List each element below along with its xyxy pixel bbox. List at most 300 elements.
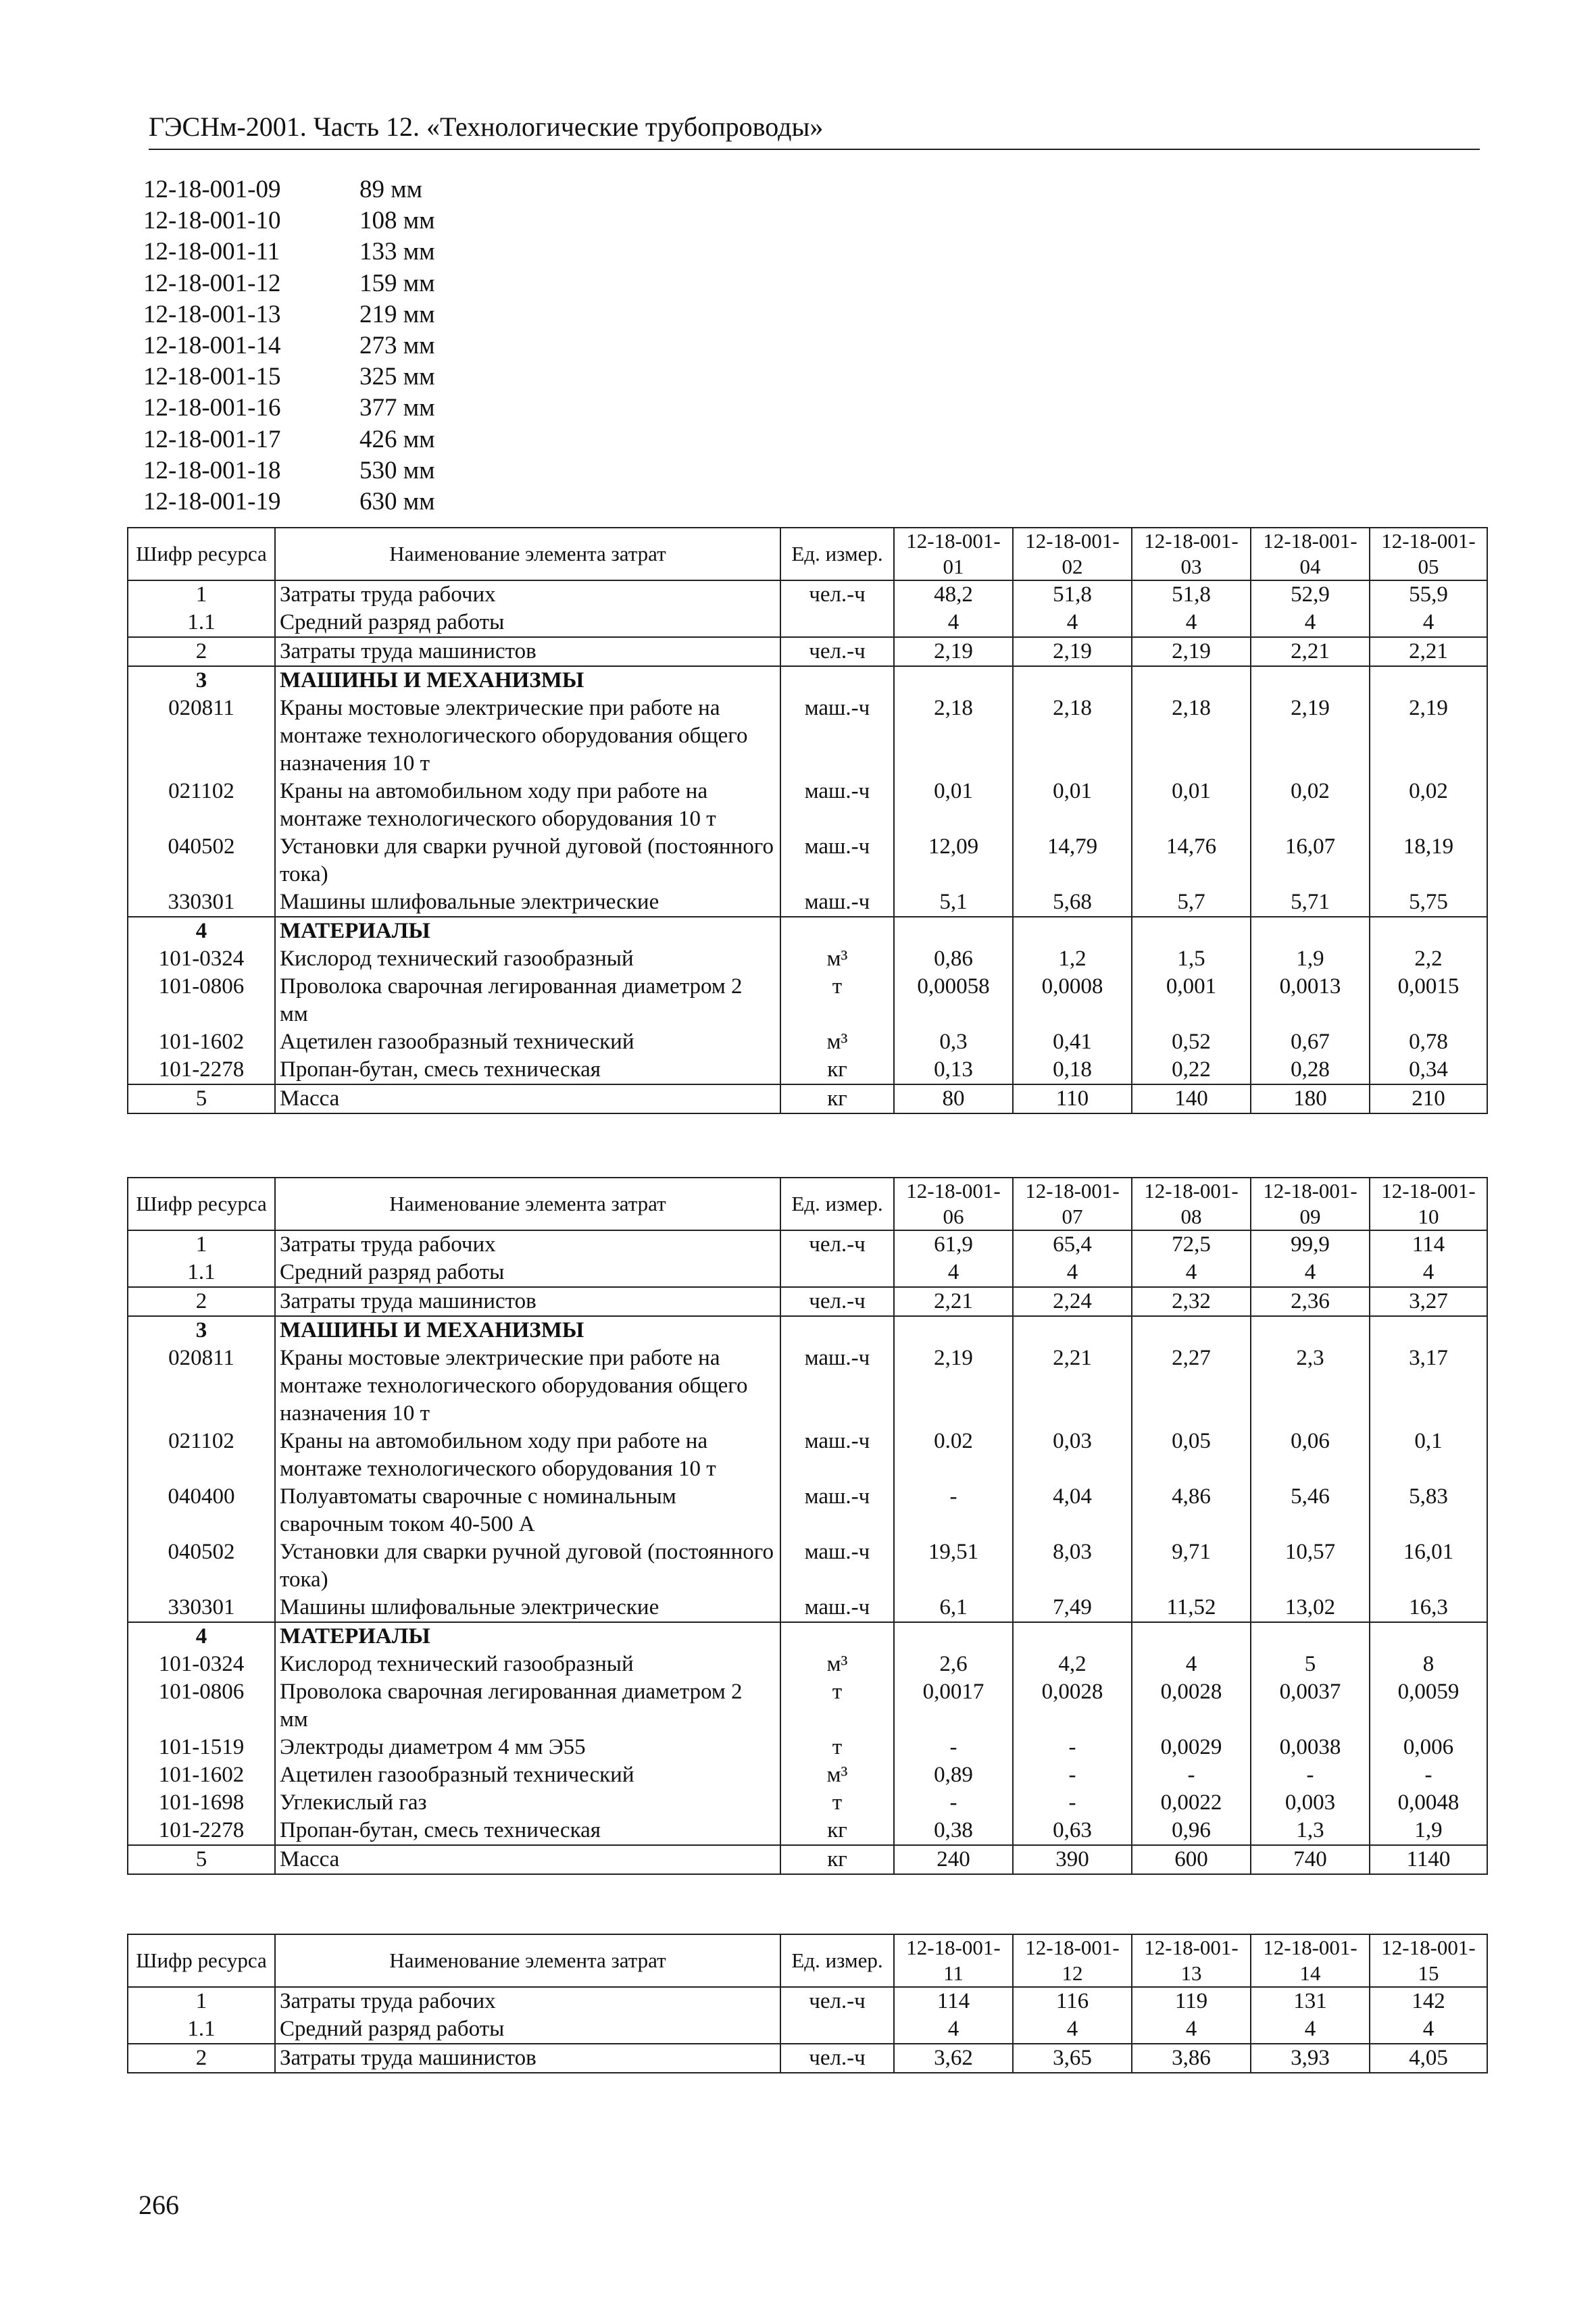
element-name-cell: Краны мостовые электрические при работе на монтаже технологического оборудования общего назначения 10 т <box>275 695 780 778</box>
header-element-name: Наименование элемента затрат <box>275 1178 780 1230</box>
value-cell: 4,86 <box>1132 1483 1251 1538</box>
element-name-cell: Затраты труда машинистов <box>275 637 780 666</box>
value-cell: 10,57 <box>1251 1538 1370 1594</box>
header-norm-code: 12-18-001-10 <box>1370 1178 1487 1230</box>
value-cell: 19,51 <box>894 1538 1013 1594</box>
value-cell: 131 <box>1251 1987 1370 2015</box>
value-cell: 5,7 <box>1132 888 1251 917</box>
element-name-cell: Проволока сварочная легированная диаметром 2 мм <box>275 973 780 1028</box>
element-name-cell: Установки для сварки ручной дуговой (постоянного тока) <box>275 1538 780 1594</box>
value-cell: 3,17 <box>1370 1344 1487 1428</box>
value-cell: 72,5 <box>1132 1230 1251 1259</box>
value-cell: 5,68 <box>1013 888 1132 917</box>
unit-cell: маш.-ч <box>780 833 894 888</box>
value-cell: 2,18 <box>894 695 1013 778</box>
table-row <box>128 1817 1487 1845</box>
unit-cell: маш.-ч <box>780 1483 894 1538</box>
resource-code: 12-18-001-12 <box>143 269 281 297</box>
value-cell: 0,0037 <box>1251 1678 1370 1734</box>
value-cell: 0,02 <box>1370 778 1487 833</box>
header-norm-code: 12-18-001-07 <box>1013 1178 1132 1230</box>
code-size-row <box>143 455 435 486</box>
unit-cell <box>780 609 894 637</box>
table-row <box>128 1594 1487 1622</box>
header-norm-code: 12-18-001-12 <box>1013 1934 1132 1987</box>
value-cell: - <box>1013 1734 1132 1761</box>
table-header-row <box>128 528 1487 580</box>
header-norm-code: 12-18-001-06 <box>894 1178 1013 1230</box>
value-cell: 4,05 <box>1370 2044 1487 2073</box>
value-cell: - <box>1251 1761 1370 1789</box>
table-row <box>128 1651 1487 1678</box>
value-cell: 210 <box>1370 1084 1487 1113</box>
resource-code-cell: 101-1698 <box>128 1789 275 1817</box>
value-cell <box>894 1622 1013 1651</box>
value-cell: 14,76 <box>1132 833 1251 888</box>
table-header-row <box>128 1178 1487 1230</box>
table-row <box>128 1028 1487 1056</box>
value-cell: 0,01 <box>894 778 1013 833</box>
resource-code-cell: 2 <box>128 1287 275 1316</box>
header-element-name: Наименование элемента затрат <box>275 528 780 580</box>
unit-cell <box>780 2015 894 2044</box>
element-name-cell: Пропан-бутан, смесь техническая <box>275 1056 780 1084</box>
table-row <box>128 888 1487 917</box>
resource-code-cell: 020811 <box>128 1344 275 1428</box>
header-norm-code: 12-18-001-15 <box>1370 1934 1487 1987</box>
code-size-row <box>143 424 435 455</box>
value-cell: 180 <box>1251 1084 1370 1113</box>
pipe-size: 530 мм <box>359 456 435 484</box>
element-name-cell: Средний разряд работы <box>275 1259 780 1287</box>
value-cell: 0,0015 <box>1370 973 1487 1028</box>
code-size-row <box>143 205 435 236</box>
unit-cell: маш.-ч <box>780 888 894 917</box>
value-cell: 3,86 <box>1132 2044 1251 2073</box>
element-name-cell: Краны мостовые электрические при работе на монтаже технологического оборудования общего назначения 10 т <box>275 1344 780 1428</box>
unit-cell: маш.-ч <box>780 695 894 778</box>
table-row <box>128 917 1487 945</box>
value-cell: 0,38 <box>894 1817 1013 1845</box>
resource-code-cell: 330301 <box>128 888 275 917</box>
value-cell: 4,2 <box>1013 1651 1132 1678</box>
header-unit: Ед. измер. <box>780 1178 894 1230</box>
value-cell: 0,01 <box>1013 778 1132 833</box>
element-name-cell: Затраты труда рабочих <box>275 1987 780 2015</box>
element-name-cell: Пропан-бутан, смесь техническая <box>275 1817 780 1845</box>
element-name-cell: Масса <box>275 1845 780 1874</box>
resource-code-cell: 101-0806 <box>128 973 275 1028</box>
table-row <box>128 666 1487 695</box>
header-norm-code: 12-18-001-01 <box>894 528 1013 580</box>
unit-cell: чел.-ч <box>780 637 894 666</box>
value-cell: 0,0038 <box>1251 1734 1370 1761</box>
resource-code-cell: 101-0806 <box>128 1678 275 1734</box>
element-name-cell: Затраты труда машинистов <box>275 1287 780 1316</box>
code-size-row <box>143 236 435 268</box>
header-norm-code: 12-18-001-02 <box>1013 528 1132 580</box>
resource-code-cell: 101-0324 <box>128 1651 275 1678</box>
unit-cell: м³ <box>780 945 894 973</box>
value-cell <box>1370 917 1487 945</box>
value-cell: - <box>894 1483 1013 1538</box>
value-cell: 16,07 <box>1251 833 1370 888</box>
resource-code-cell: 330301 <box>128 1594 275 1622</box>
element-name-cell: Машины шлифовальные электрические <box>275 888 780 917</box>
value-cell: - <box>894 1734 1013 1761</box>
pipe-size: 89 мм <box>359 176 423 203</box>
value-cell: 2,19 <box>894 1344 1013 1428</box>
table-row <box>128 2044 1487 2073</box>
unit-cell: м³ <box>780 1651 894 1678</box>
table-row <box>128 833 1487 888</box>
resource-code-cell: 021102 <box>128 778 275 833</box>
value-cell: - <box>894 1789 1013 1817</box>
value-cell: 4 <box>1132 2015 1251 2044</box>
header-norm-code: 12-18-001-09 <box>1251 1178 1370 1230</box>
value-cell: 0,67 <box>1251 1028 1370 1056</box>
resource-code-cell: 020811 <box>128 695 275 778</box>
value-cell: 2,19 <box>894 637 1013 666</box>
element-name-cell: МАШИНЫ И МЕХАНИЗМЫ <box>275 666 780 695</box>
element-name-cell: МАШИНЫ И МЕХАНИЗМЫ <box>275 1316 780 1344</box>
value-cell: 0,00058 <box>894 973 1013 1028</box>
element-name-cell: Установки для сварки ручной дуговой (постоянного тока) <box>275 833 780 888</box>
table-row <box>128 945 1487 973</box>
value-cell: 4 <box>1132 609 1251 637</box>
value-cell: 0,006 <box>1370 1734 1487 1761</box>
resource-code-cell: 1 <box>128 1987 275 2015</box>
value-cell: 0,001 <box>1132 973 1251 1028</box>
value-cell: 61,9 <box>894 1230 1013 1259</box>
value-cell: 1,9 <box>1251 945 1370 973</box>
pipe-size: 325 мм <box>359 363 435 391</box>
code-size-row <box>143 330 435 361</box>
value-cell: 16,01 <box>1370 1538 1487 1594</box>
resource-code: 12-18-001-16 <box>143 394 281 422</box>
value-cell: 52,9 <box>1251 580 1370 609</box>
value-cell: 2,2 <box>1370 945 1487 973</box>
value-cell: 4 <box>894 1259 1013 1287</box>
unit-cell: чел.-ч <box>780 1987 894 2015</box>
element-name-cell: Машины шлифовальные электрические <box>275 1594 780 1622</box>
resource-code-cell: 101-0324 <box>128 945 275 973</box>
value-cell: 13,02 <box>1251 1594 1370 1622</box>
element-name-cell: Краны на автомобильном ходу при работе на монтаже технологического оборудования 10 т <box>275 1428 780 1483</box>
value-cell: 110 <box>1013 1084 1132 1113</box>
value-cell <box>894 1316 1013 1344</box>
resource-code-cell: 5 <box>128 1084 275 1113</box>
value-cell: 0,63 <box>1013 1817 1132 1845</box>
value-cell: 80 <box>894 1084 1013 1113</box>
value-cell: 3,65 <box>1013 2044 1132 2073</box>
value-cell: 5,71 <box>1251 888 1370 917</box>
element-name-cell: Кислород технический газообразный <box>275 945 780 973</box>
value-cell: 114 <box>1370 1230 1487 1259</box>
element-name-cell: Проволока сварочная легированная диаметром 2 мм <box>275 1678 780 1734</box>
resource-code-cell: 1 <box>128 580 275 609</box>
value-cell: 8,03 <box>1013 1538 1132 1594</box>
unit-cell: т <box>780 1678 894 1734</box>
header-element-name: Наименование элемента затрат <box>275 1934 780 1987</box>
header-norm-code: 12-18-001-03 <box>1132 528 1251 580</box>
value-cell: 0,03 <box>1013 1428 1132 1483</box>
value-cell: 0,0029 <box>1132 1734 1251 1761</box>
resource-code: 12-18-001-11 <box>143 238 280 266</box>
unit-cell: м³ <box>780 1028 894 1056</box>
resource-code: 12-18-001-18 <box>143 456 281 484</box>
value-cell: 740 <box>1251 1845 1370 1874</box>
table-row <box>128 778 1487 833</box>
value-cell: 0,0059 <box>1370 1678 1487 1734</box>
element-name-cell: Кислород технический газообразный <box>275 1651 780 1678</box>
header-unit: Ед. измер. <box>780 528 894 580</box>
value-cell: 0,89 <box>894 1761 1013 1789</box>
table-row <box>128 1483 1487 1538</box>
value-cell: 5,46 <box>1251 1483 1370 1538</box>
value-cell: 2,6 <box>894 1651 1013 1678</box>
value-cell: 0,02 <box>1251 778 1370 833</box>
unit-cell: чел.-ч <box>780 580 894 609</box>
element-name-cell: Ацетилен газообразный технический <box>275 1761 780 1789</box>
unit-cell: т <box>780 1789 894 1817</box>
value-cell: 4 <box>1132 1259 1251 1287</box>
unit-cell: маш.-ч <box>780 1538 894 1594</box>
value-cell: 0,3 <box>894 1028 1013 1056</box>
value-cell: 0,05 <box>1132 1428 1251 1483</box>
value-cell: 0,86 <box>894 945 1013 973</box>
resource-code-cell: 2 <box>128 2044 275 2073</box>
value-cell: 4 <box>894 2015 1013 2044</box>
value-cell: 4 <box>1132 1651 1251 1678</box>
resource-table-1 <box>127 527 1488 1114</box>
resource-code-cell: 3 <box>128 666 275 695</box>
resource-table-3 <box>127 1934 1488 2073</box>
element-name-cell: Средний разряд работы <box>275 609 780 637</box>
header-norm-code: 12-18-001-11 <box>894 1934 1013 1987</box>
value-cell: 0,1 <box>1370 1428 1487 1483</box>
value-cell: 51,8 <box>1132 580 1251 609</box>
table-row <box>128 1987 1487 2015</box>
value-cell: 4 <box>894 609 1013 637</box>
value-cell: - <box>1370 1761 1487 1789</box>
value-cell: 0,52 <box>1132 1028 1251 1056</box>
value-cell: 0,0028 <box>1132 1678 1251 1734</box>
resource-code-cell: 4 <box>128 1622 275 1651</box>
value-cell <box>1251 666 1370 695</box>
value-cell: 240 <box>894 1845 1013 1874</box>
unit-cell: маш.-ч <box>780 1344 894 1428</box>
value-cell <box>1132 1622 1251 1651</box>
header-norm-code: 12-18-001-08 <box>1132 1178 1251 1230</box>
value-cell: 2,21 <box>1013 1344 1132 1428</box>
resource-code-cell: 101-1602 <box>128 1761 275 1789</box>
pipe-size: 133 мм <box>359 238 435 266</box>
value-cell: 14,79 <box>1013 833 1132 888</box>
code-size-row <box>143 174 435 205</box>
value-cell: 3,93 <box>1251 2044 1370 2073</box>
value-cell <box>1370 666 1487 695</box>
value-cell: 2,19 <box>1013 637 1132 666</box>
value-cell: 6,1 <box>894 1594 1013 1622</box>
resource-code-cell: 101-1602 <box>128 1028 275 1056</box>
table-row <box>128 1734 1487 1761</box>
value-cell: 0,0048 <box>1370 1789 1487 1817</box>
table-row <box>128 1344 1487 1428</box>
header-resource-code: Шифр ресурса <box>128 1178 275 1230</box>
pipe-size: 108 мм <box>359 207 435 235</box>
value-cell <box>1132 1316 1251 1344</box>
value-cell: 4 <box>1251 609 1370 637</box>
value-cell: 99,9 <box>1251 1230 1370 1259</box>
value-cell <box>1251 917 1370 945</box>
value-cell: 4 <box>1370 1259 1487 1287</box>
value-cell: 2,19 <box>1370 695 1487 778</box>
element-name-cell: Затраты труда рабочих <box>275 580 780 609</box>
resource-code-cell: 040502 <box>128 1538 275 1594</box>
value-cell: 140 <box>1132 1084 1251 1113</box>
value-cell: 3,27 <box>1370 1287 1487 1316</box>
element-name-cell: Затраты труда рабочих <box>275 1230 780 1259</box>
resource-code-cell: 1.1 <box>128 609 275 637</box>
unit-cell: маш.-ч <box>780 1594 894 1622</box>
element-name-cell: Электроды диаметром 4 мм Э55 <box>275 1734 780 1761</box>
value-cell: 0,13 <box>894 1056 1013 1084</box>
value-cell <box>894 666 1013 695</box>
resource-code: 12-18-001-09 <box>143 176 281 203</box>
value-cell: 1,5 <box>1132 945 1251 973</box>
value-cell <box>1370 1316 1487 1344</box>
value-cell: 114 <box>894 1987 1013 2015</box>
value-cell <box>1251 1622 1370 1651</box>
value-cell <box>1013 1316 1132 1344</box>
resource-code-cell: 1.1 <box>128 1259 275 1287</box>
value-cell: 2,18 <box>1013 695 1132 778</box>
value-cell: 4 <box>1370 609 1487 637</box>
value-cell: 2,21 <box>1370 637 1487 666</box>
value-cell: 1,2 <box>1013 945 1132 973</box>
value-cell: 0,0017 <box>894 1678 1013 1734</box>
value-cell: 2,24 <box>1013 1287 1132 1316</box>
unit-cell <box>780 1622 894 1651</box>
table-row <box>128 1789 1487 1817</box>
code-size-row <box>143 393 435 424</box>
element-name-cell: МАТЕРИАЛЫ <box>275 1622 780 1651</box>
unit-cell <box>780 1316 894 1344</box>
value-cell: 2,3 <box>1251 1344 1370 1428</box>
value-cell <box>1013 917 1132 945</box>
header-resource-code: Шифр ресурса <box>128 528 275 580</box>
value-cell: 116 <box>1013 1987 1132 2015</box>
pipe-size: 273 мм <box>359 331 435 359</box>
unit-cell: т <box>780 973 894 1028</box>
pipe-size: 426 мм <box>359 425 435 453</box>
value-cell: - <box>1132 1761 1251 1789</box>
pipe-size: 630 мм <box>359 487 435 515</box>
table-header-row <box>128 1934 1487 1987</box>
value-cell: 142 <box>1370 1987 1487 2015</box>
resource-code: 12-18-001-10 <box>143 207 281 235</box>
value-cell: 51,8 <box>1013 580 1132 609</box>
unit-cell <box>780 1259 894 1287</box>
value-cell: 2,19 <box>1132 637 1251 666</box>
value-cell: 0,0008 <box>1013 973 1132 1028</box>
table-row <box>128 1056 1487 1084</box>
element-name-cell: Масса <box>275 1084 780 1113</box>
value-cell: 5 <box>1251 1651 1370 1678</box>
value-cell: 12,09 <box>894 833 1013 888</box>
header-norm-code: 12-18-001-14 <box>1251 1934 1370 1987</box>
element-name-cell: Краны на автомобильном ходу при работе на монтаже технологического оборудования 10 т <box>275 778 780 833</box>
value-cell: 0,0022 <box>1132 1789 1251 1817</box>
value-cell: 0,0013 <box>1251 973 1370 1028</box>
value-cell: 2,21 <box>894 1287 1013 1316</box>
code-size-row <box>143 486 435 518</box>
value-cell <box>1251 1316 1370 1344</box>
value-cell: 1140 <box>1370 1845 1487 1874</box>
value-cell: 0.02 <box>894 1428 1013 1483</box>
resource-table-2 <box>127 1177 1488 1875</box>
page-header-title: ГЭСНм-2001. Часть 12. «Технологические трубопроводы» <box>149 111 824 142</box>
value-cell: 4 <box>1370 2015 1487 2044</box>
unit-cell: т <box>780 1734 894 1761</box>
resource-code-cell: 1 <box>128 1230 275 1259</box>
element-name-cell: МАТЕРИАЛЫ <box>275 917 780 945</box>
resource-code: 12-18-001-15 <box>143 363 281 391</box>
value-cell: 4,04 <box>1013 1483 1132 1538</box>
table-row <box>128 2015 1487 2044</box>
table-row <box>128 1259 1487 1287</box>
value-cell: 11,52 <box>1132 1594 1251 1622</box>
value-cell: - <box>1013 1789 1132 1817</box>
value-cell: 48,2 <box>894 580 1013 609</box>
table-row <box>128 695 1487 778</box>
unit-cell: маш.-ч <box>780 1428 894 1483</box>
table-row <box>128 973 1487 1028</box>
header-unit: Ед. измер. <box>780 1934 894 1987</box>
unit-cell <box>780 917 894 945</box>
unit-cell: маш.-ч <box>780 778 894 833</box>
header-resource-code: Шифр ресурса <box>128 1934 275 1987</box>
page-number: 266 <box>139 2190 179 2220</box>
value-cell: 2,21 <box>1251 637 1370 666</box>
unit-cell: чел.-ч <box>780 2044 894 2073</box>
header-norm-code: 12-18-001-04 <box>1251 528 1370 580</box>
table-row <box>128 1845 1487 1874</box>
resource-code: 12-18-001-13 <box>143 300 281 328</box>
value-cell <box>1132 666 1251 695</box>
table-row <box>128 609 1487 637</box>
value-cell: 0,06 <box>1251 1428 1370 1483</box>
table-row <box>128 1287 1487 1316</box>
code-size-list <box>143 174 435 518</box>
unit-cell <box>780 666 894 695</box>
resource-code-cell: 2 <box>128 637 275 666</box>
resource-code: 12-18-001-19 <box>143 487 281 515</box>
unit-cell: кг <box>780 1056 894 1084</box>
value-cell: 0,34 <box>1370 1056 1487 1084</box>
value-cell: 4 <box>1013 1259 1132 1287</box>
value-cell: 1,3 <box>1251 1817 1370 1845</box>
resource-code-cell: 1.1 <box>128 2015 275 2044</box>
value-cell: 0,18 <box>1013 1056 1132 1084</box>
value-cell: 4 <box>1013 609 1132 637</box>
resource-code: 12-18-001-17 <box>143 425 281 453</box>
table-row <box>128 1428 1487 1483</box>
value-cell: 5,75 <box>1370 888 1487 917</box>
table-row <box>128 1084 1487 1113</box>
resource-code-cell: 021102 <box>128 1428 275 1483</box>
